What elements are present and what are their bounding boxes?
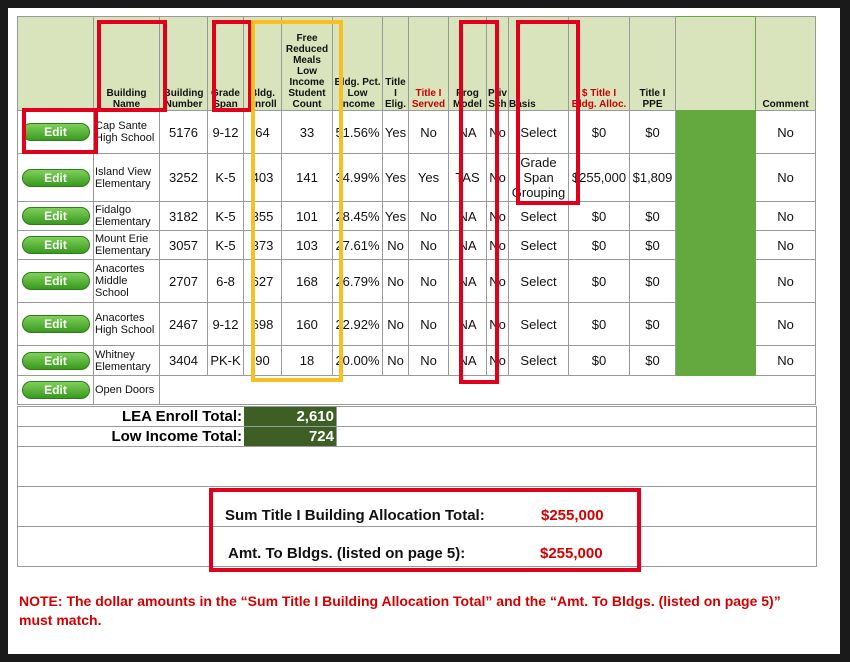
edit-button[interactable]: Edit (22, 169, 90, 187)
alloc: $0 (569, 231, 630, 260)
frl-count: 18 (282, 346, 333, 376)
basis-select[interactable]: Grade Span Grouping (509, 154, 569, 202)
table-row (18, 260, 816, 303)
pct-low-income: 27.61% (333, 231, 383, 260)
header-prog-model: Prog Model (449, 17, 487, 111)
prog-model: NA (449, 231, 487, 260)
table-row (18, 111, 816, 154)
comment: No (756, 111, 816, 154)
edit-button[interactable]: Edit (22, 381, 90, 399)
grade-span: 9-12 (208, 111, 244, 154)
basis-select[interactable]: Select (509, 111, 569, 154)
header-pct-low-income: Bldg. Pct. Low Income (333, 17, 383, 111)
title-served: No (409, 303, 449, 346)
edit-button[interactable]: Edit (22, 352, 90, 370)
lea-enroll-total-label: LEA Enroll Total: (122, 408, 242, 425)
header-ppe: Title I PPE (630, 17, 676, 111)
ppe: $0 (630, 202, 676, 231)
building-name: Mount Erie Elementary (94, 231, 160, 260)
basis-select[interactable]: Select (509, 260, 569, 303)
sum-allocation-label: Sum Title I Building Allocation Total: (225, 507, 485, 524)
lea-enroll-total-value: 2,610 (244, 407, 336, 426)
amt-to-bldgs-value: $255,000 (540, 545, 603, 562)
edit-button[interactable]: Edit (22, 207, 90, 225)
header-free-reduced: Free Reduced Meals Low Income Student Count (282, 17, 333, 111)
spacer-row (18, 446, 816, 486)
comment: No (756, 202, 816, 231)
title-elig: Yes (383, 111, 409, 154)
priv-sch: No (487, 154, 509, 202)
priv-sch: No (487, 202, 509, 231)
alloc: $255,000 (569, 154, 630, 202)
building-name: Fidalgo Elementary (94, 202, 160, 231)
priv-sch: No (487, 231, 509, 260)
ppe: $0 (630, 303, 676, 346)
pct-low-income: 28.45% (333, 202, 383, 231)
frl-count: 103 (282, 231, 333, 260)
ppe: $0 (630, 260, 676, 303)
comment: No (756, 154, 816, 202)
header-comment: Comment (756, 17, 816, 111)
title-served: Yes (409, 154, 449, 202)
bldg-enroll: 373 (244, 231, 282, 260)
title-served: No (409, 231, 449, 260)
basis-select[interactable]: Select (509, 202, 569, 231)
note-text: NOTE: The dollar amounts in the “Sum Title I Building Allocation Total” and the “Amt. To Bldgs. (listed on page 5)” must match. (19, 593, 781, 628)
prog-model: TAS (449, 154, 487, 202)
bldg-enroll: 627 (244, 260, 282, 303)
table-row (18, 154, 816, 202)
title-elig: No (383, 260, 409, 303)
header-grade-span: Grade Span (208, 17, 244, 111)
header-edit (18, 17, 94, 111)
prog-model: NA (449, 303, 487, 346)
basis-select[interactable]: Select (509, 303, 569, 346)
bldg-enroll: 355 (244, 202, 282, 231)
lea-enroll-total-row (18, 406, 816, 426)
building-name: Anacortes Middle School (94, 260, 160, 303)
grade-span: 9-12 (208, 303, 244, 346)
sum-allocation-row (18, 486, 816, 526)
low-income-total-value: 724 (244, 427, 336, 446)
bldg-enroll: 698 (244, 303, 282, 346)
title-elig: Yes (383, 202, 409, 231)
building-number: 3404 (160, 346, 208, 376)
pct-low-income: 51.56% (333, 111, 383, 154)
ppe: $0 (630, 111, 676, 154)
building-number: 3182 (160, 202, 208, 231)
grade-span: K-5 (208, 154, 244, 202)
sum-allocation-value: $255,000 (541, 507, 604, 524)
totals-block (17, 406, 817, 567)
basis-select[interactable]: Select (509, 346, 569, 376)
alloc: $0 (569, 111, 630, 154)
basis-select[interactable]: Select (509, 231, 569, 260)
building-number: 3252 (160, 154, 208, 202)
bldg-enroll: 403 (244, 154, 282, 202)
title-served: No (409, 111, 449, 154)
building-allocation-table (17, 16, 816, 405)
header-building-number: Building Number (160, 17, 208, 111)
header-bldg-enroll: Bldg. Enroll (244, 17, 282, 111)
title-served: No (409, 202, 449, 231)
frl-count: 33 (282, 111, 333, 154)
grade-span: K-5 (208, 202, 244, 231)
header-priv-sch: Priv Sch (487, 17, 509, 111)
edit-button[interactable]: Edit (22, 236, 90, 254)
title-elig: No (383, 346, 409, 376)
alloc: $0 (569, 202, 630, 231)
building-name: Open Doors (94, 376, 160, 405)
table-row (18, 202, 816, 231)
priv-sch: No (487, 346, 509, 376)
alloc: $0 (569, 303, 630, 346)
edit-button[interactable]: Edit (22, 315, 90, 333)
alloc: $0 (569, 260, 630, 303)
comment: No (756, 231, 816, 260)
header-green-column (676, 17, 756, 111)
pct-low-income: 26.79% (333, 260, 383, 303)
grade-span: 6-8 (208, 260, 244, 303)
building-name: Anacortes High School (94, 303, 160, 346)
title-elig: No (383, 303, 409, 346)
building-number: 2707 (160, 260, 208, 303)
prog-model: NA (449, 260, 487, 303)
frl-count: 160 (282, 303, 333, 346)
pct-low-income: 22.92% (333, 303, 383, 346)
frl-count: 168 (282, 260, 333, 303)
building-number: 3057 (160, 231, 208, 260)
comment: No (756, 303, 816, 346)
edit-button[interactable]: Edit (22, 272, 90, 290)
amt-to-bldgs-label: Amt. To Bldgs. (listed on page 5): (228, 545, 466, 562)
header-title-served: Title I Served (409, 17, 449, 111)
comment: No (756, 346, 816, 376)
priv-sch: No (487, 303, 509, 346)
prog-model: NA (449, 111, 487, 154)
grade-span: PK-K (208, 346, 244, 376)
prog-model: NA (449, 202, 487, 231)
ppe: $1,809 (630, 154, 676, 202)
bldg-enroll: 90 (244, 346, 282, 376)
low-income-total-label: Low Income Total: (111, 428, 242, 445)
table-row-open-doors (18, 376, 816, 405)
bldg-enroll: 64 (244, 111, 282, 154)
building-name: Cap Sante High School (94, 111, 160, 154)
building-number: 5176 (160, 111, 208, 154)
low-income-total-row (18, 426, 816, 446)
title-served: No (409, 346, 449, 376)
pct-low-income: 20.00% (333, 346, 383, 376)
header-alloc: $ Title I Bldg. Alloc. (569, 17, 630, 111)
ppe: $0 (630, 231, 676, 260)
title-served: No (409, 260, 449, 303)
pct-low-income: 34.99% (333, 154, 383, 202)
grade-span: K-5 (208, 231, 244, 260)
table-row (18, 231, 816, 260)
ppe: $0 (630, 346, 676, 376)
building-number: 2467 (160, 303, 208, 346)
alloc: $0 (569, 346, 630, 376)
edit-button[interactable]: Edit (22, 123, 90, 141)
header-row (18, 17, 816, 111)
comment: No (756, 260, 816, 303)
priv-sch: No (487, 111, 509, 154)
header-building-name: Building Name (94, 17, 160, 111)
header-title-elig: Title I Elig. (383, 17, 409, 111)
amt-to-bldgs-row (18, 526, 816, 566)
building-name: Whitney Elementary (94, 346, 160, 376)
title-elig: No (383, 231, 409, 260)
table-row (18, 303, 816, 346)
priv-sch: No (487, 260, 509, 303)
title-elig: Yes (383, 154, 409, 202)
building-name: Island View Elementary (94, 154, 160, 202)
frl-count: 141 (282, 154, 333, 202)
frl-count: 101 (282, 202, 333, 231)
table-row (18, 346, 816, 376)
prog-model: NA (449, 346, 487, 376)
header-basis: Basis (509, 17, 569, 111)
